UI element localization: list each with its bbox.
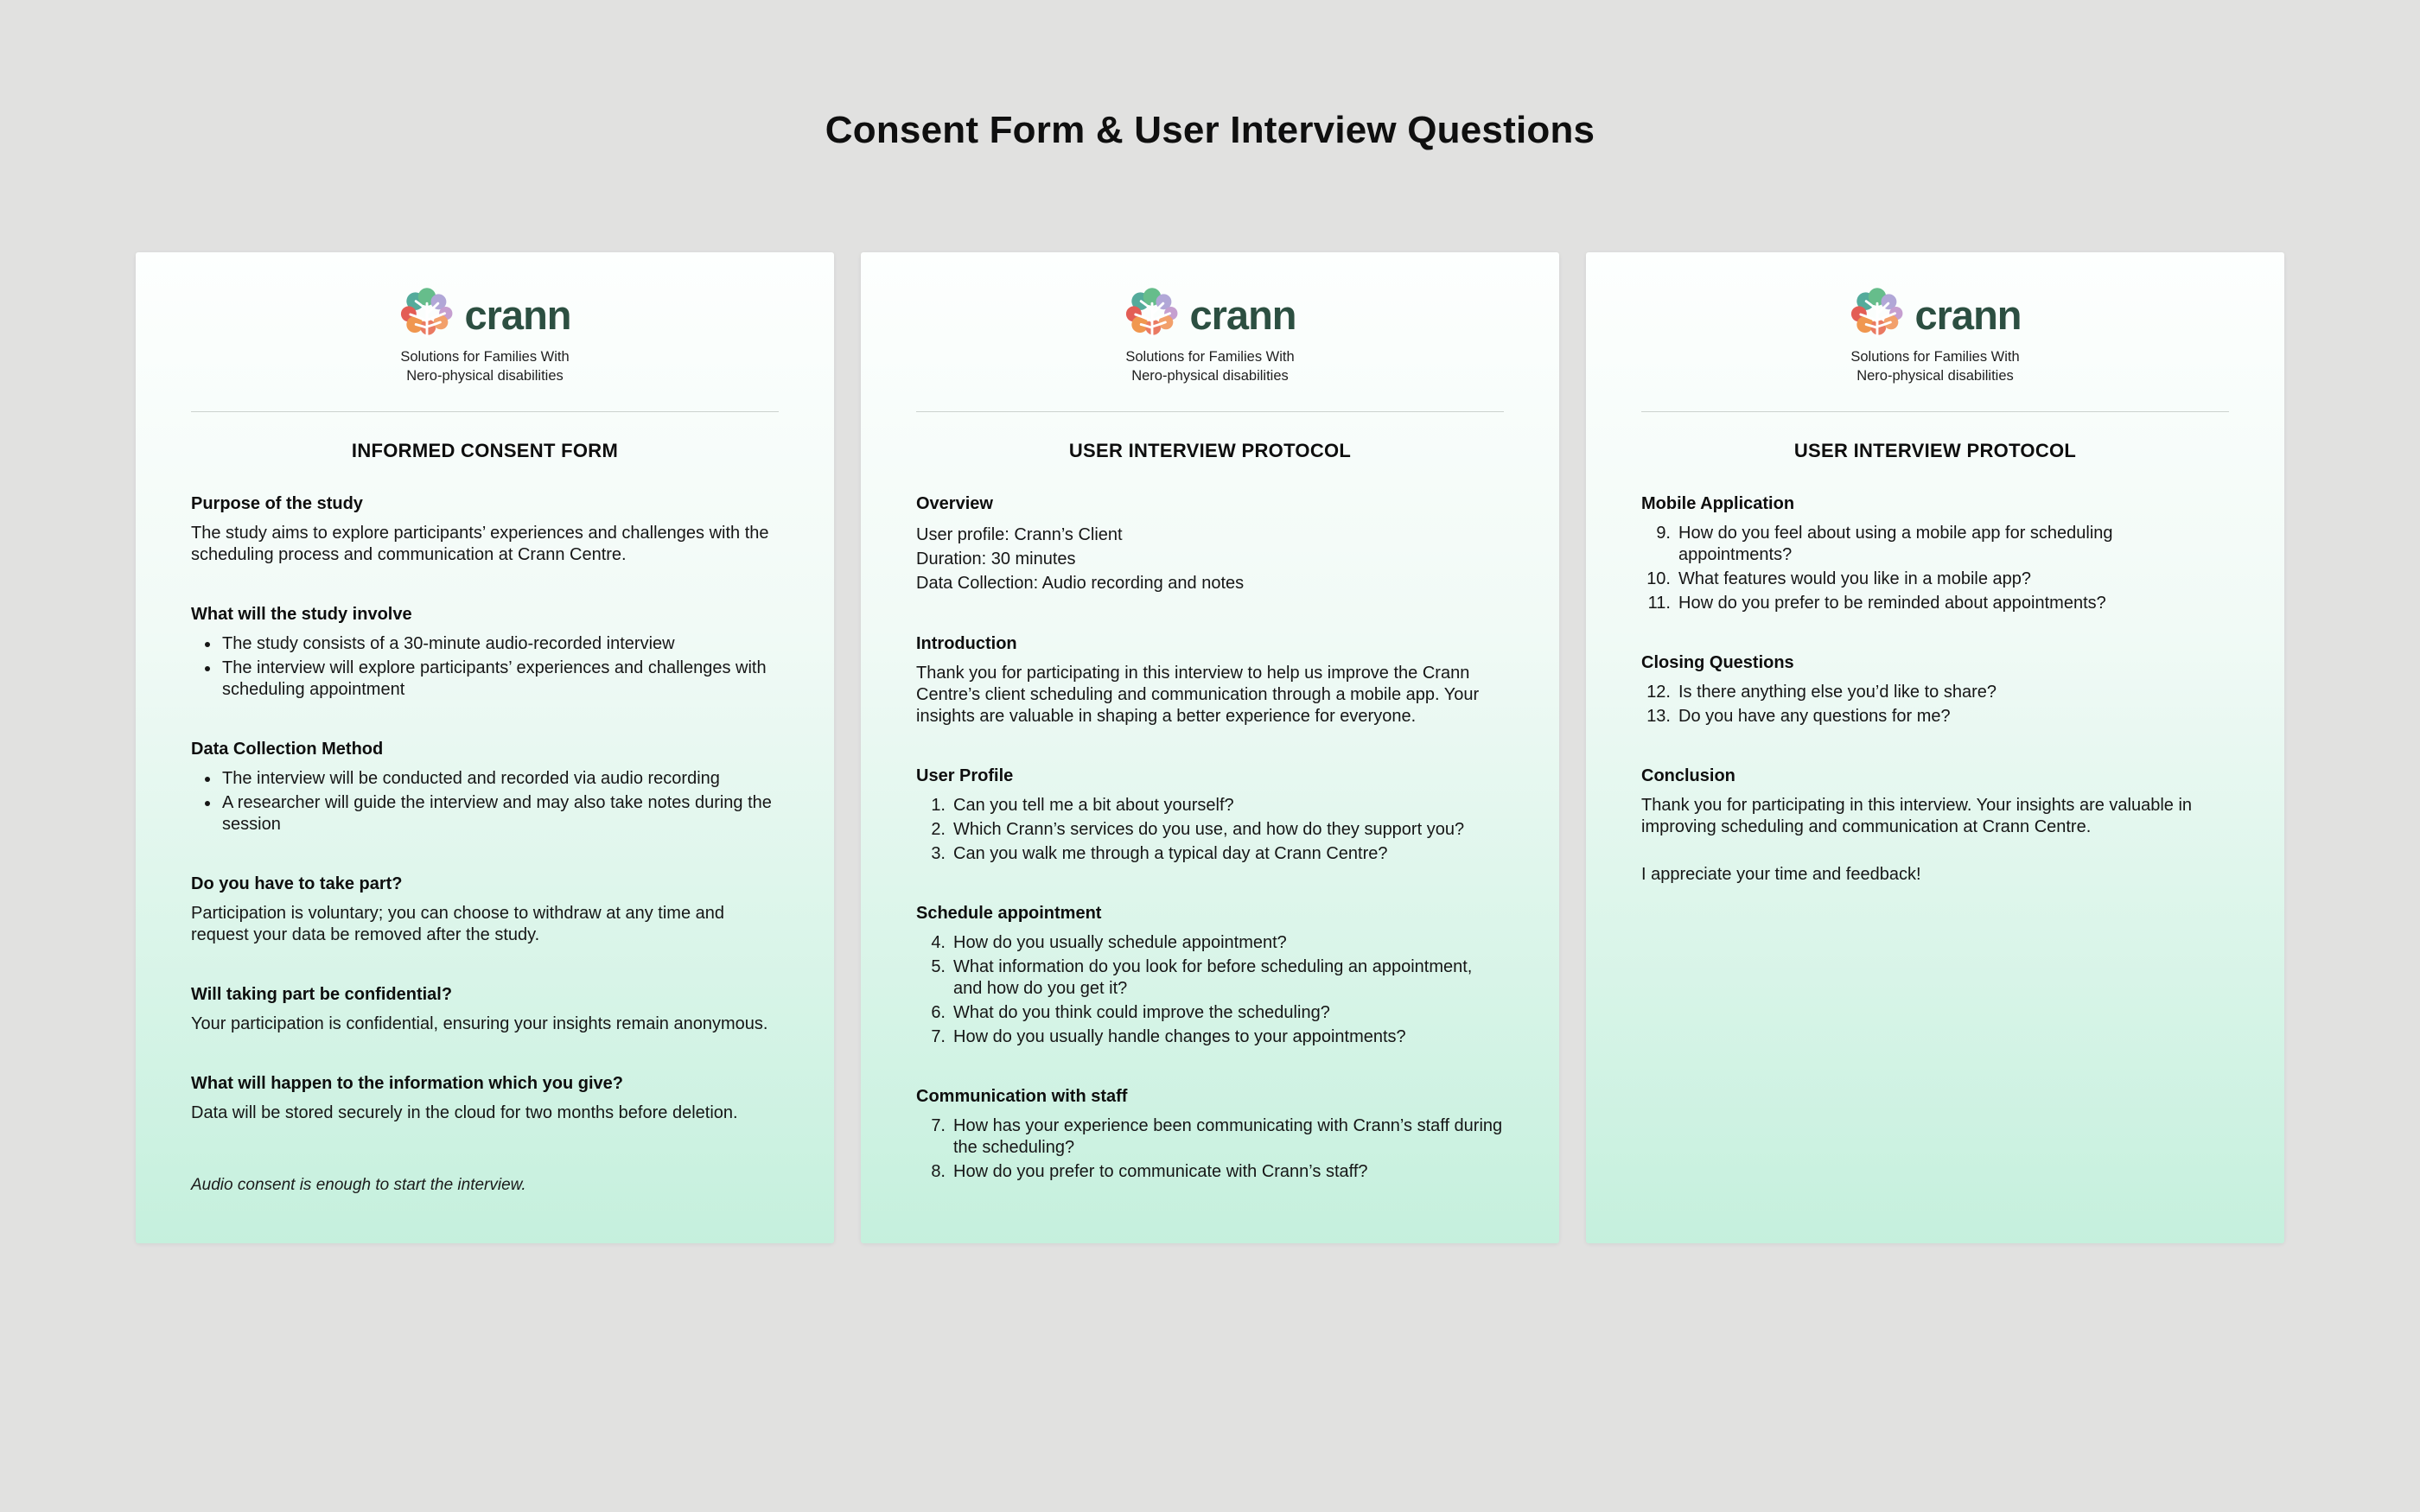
section bbox=[191, 984, 779, 1035]
section bbox=[916, 633, 1504, 727]
list-item: • The interview will be conducted and recorded via audio recording bbox=[220, 768, 779, 790]
logo-tagline-line2: Nero-physical disabilities bbox=[406, 368, 564, 384]
numbered-item bbox=[916, 1115, 1504, 1159]
card-body bbox=[191, 493, 779, 1196]
item-text: Which Crann’s services do you use, and how do they support you? bbox=[953, 820, 1465, 839]
numbered-list bbox=[1641, 682, 2229, 727]
logo-row bbox=[916, 287, 1504, 342]
section bbox=[916, 903, 1504, 1048]
item-text: Is there anything else you’d like to share? bbox=[1678, 683, 1996, 702]
numbered-list bbox=[916, 932, 1504, 1048]
list-item: • The study consists of a 30-minute audio-recorded interview bbox=[220, 633, 779, 655]
crann-wordmark: crann bbox=[1914, 291, 2022, 338]
section bbox=[916, 766, 1504, 865]
crann-brain-tree-icon bbox=[1850, 287, 1905, 342]
item-number: 8. bbox=[931, 1162, 946, 1181]
info-line: User profile: Crann’s Client bbox=[916, 525, 1123, 544]
section-paragraph: Participation is voluntary; you can choose to withdraw at any time and request your data be removed after the study. bbox=[191, 904, 724, 944]
card-heading: USER INTERVIEW PROTOCOL bbox=[1068, 440, 1352, 461]
numbered-item bbox=[1641, 682, 2229, 703]
section-paragraph: Data will be stored securely in the cloud for two months before deletion. bbox=[191, 1103, 738, 1122]
section bbox=[1641, 766, 2229, 886]
item-number: 7. bbox=[931, 1116, 946, 1135]
crann-brain-tree-icon bbox=[399, 287, 455, 342]
logo-tagline bbox=[1641, 347, 2229, 385]
crann-brain-tree-icon bbox=[1124, 287, 1180, 342]
document-card bbox=[136, 252, 834, 1243]
item-text: Can you tell me a bit about yourself? bbox=[953, 796, 1234, 815]
page-title: Consent Form & User Interview Questions bbox=[825, 109, 1595, 151]
list-item: • The interview will explore participants’ experiences and challenges with scheduling appointment bbox=[220, 658, 779, 701]
numbered-item bbox=[916, 843, 1504, 865]
numbered-item bbox=[916, 819, 1504, 841]
section bbox=[191, 1073, 779, 1124]
section bbox=[191, 1174, 779, 1196]
item-text: How do you prefer to be reminded about appointments? bbox=[1678, 594, 2106, 613]
item-number: 2. bbox=[931, 820, 946, 839]
section-paragraph: Your participation is confidential, ensuring your insights remain anonymous. bbox=[191, 1014, 768, 1033]
item-text: What information do you look for before scheduling an appointment, and how do you get it? bbox=[953, 957, 1473, 998]
divider bbox=[916, 411, 1504, 412]
numbered-item bbox=[916, 1161, 1504, 1183]
section-title: Purpose of the study bbox=[191, 494, 363, 513]
item-number: 6. bbox=[931, 1003, 946, 1022]
logo-tagline-line2: Nero-physical disabilities bbox=[1856, 368, 2014, 384]
numbered-item bbox=[916, 956, 1504, 1000]
logo-row bbox=[191, 287, 779, 342]
item-number: 13. bbox=[1646, 707, 1671, 726]
card-body bbox=[916, 493, 1504, 1183]
section-paragraph: I appreciate your time and feedback! bbox=[1641, 865, 1921, 884]
section-title: Do you have to take part? bbox=[191, 874, 403, 893]
divider bbox=[1641, 411, 2229, 412]
item-number: 12. bbox=[1646, 683, 1671, 702]
logo-row bbox=[1641, 287, 2229, 342]
logo-tagline-line2: Nero-physical disabilities bbox=[1131, 368, 1289, 384]
logo bbox=[1641, 287, 2229, 385]
section bbox=[191, 604, 779, 701]
section-title: Communication with staff bbox=[916, 1087, 1128, 1106]
item-text: Do you have any questions for me? bbox=[1678, 707, 1951, 726]
numbered-item bbox=[916, 932, 1504, 954]
section bbox=[191, 874, 779, 946]
crann-wordmark: crann bbox=[464, 291, 571, 338]
cards-container bbox=[0, 252, 2420, 1243]
info-line: Duration: 30 minutes bbox=[916, 550, 1076, 569]
logo-tagline bbox=[191, 347, 779, 385]
logo bbox=[916, 287, 1504, 385]
logo-tagline-line1: Solutions for Families With bbox=[400, 349, 570, 365]
bullet-list bbox=[191, 633, 779, 701]
item-number: 10. bbox=[1646, 569, 1671, 588]
logo-tagline-line1: Solutions for Families With bbox=[1850, 349, 2020, 365]
logo bbox=[191, 287, 779, 385]
item-number: 5. bbox=[931, 957, 946, 976]
section-title: Closing Questions bbox=[1641, 653, 1794, 672]
item-number: 7. bbox=[931, 1027, 946, 1046]
document-card bbox=[861, 252, 1559, 1243]
logo-tagline bbox=[916, 347, 1504, 385]
section-title: What will happen to the information which you give? bbox=[191, 1074, 623, 1093]
info-line: Data Collection: Audio recording and notes bbox=[916, 574, 1245, 593]
consent-note: Audio consent is enough to start the interview. bbox=[191, 1176, 526, 1194]
numbered-list bbox=[1641, 523, 2229, 614]
section-title: What will the study involve bbox=[191, 605, 412, 624]
card-body bbox=[1641, 493, 2229, 886]
section bbox=[191, 493, 779, 566]
section bbox=[916, 493, 1504, 595]
item-text: What do you think could improve the scheduling? bbox=[953, 1003, 1330, 1022]
numbered-item bbox=[1641, 706, 2229, 727]
section bbox=[916, 1086, 1504, 1183]
numbered-item bbox=[916, 1026, 1504, 1048]
section-title: Conclusion bbox=[1641, 766, 1735, 785]
item-text: Can you walk me through a typical day at Crann Centre? bbox=[953, 844, 1388, 863]
numbered-item bbox=[1641, 593, 2229, 614]
item-text: How has your experience been communicating with Crann’s staff during the scheduling? bbox=[953, 1116, 1503, 1157]
section-title: Data Collection Method bbox=[191, 740, 384, 759]
numbered-item bbox=[916, 795, 1504, 816]
list-item: • A researcher will guide the interview and may also take notes during the session bbox=[220, 792, 779, 835]
item-text: How do you usually handle changes to your appointments? bbox=[953, 1027, 1406, 1046]
section-paragraph: Thank you for participating in this interview to help us improve the Crann Centre’s client scheduling and communication through a mobile app. Your insights are valuable in shaping a better experience for everyone. bbox=[916, 664, 1480, 726]
item-number: 4. bbox=[931, 933, 946, 952]
item-number: 11. bbox=[1647, 594, 1671, 613]
document-card bbox=[1586, 252, 2284, 1243]
card-heading: USER INTERVIEW PROTOCOL bbox=[1793, 440, 2077, 461]
item-text: What features would you like in a mobile app? bbox=[1678, 569, 2032, 588]
item-text: How do you prefer to communicate with Crann’s staff? bbox=[953, 1162, 1368, 1181]
section-title: Overview bbox=[916, 494, 993, 513]
item-number: 1. bbox=[931, 796, 946, 815]
numbered-item bbox=[1641, 523, 2229, 566]
divider bbox=[191, 411, 779, 412]
card-heading: INFORMED CONSENT FORM bbox=[351, 440, 619, 461]
section-title: Schedule appointment bbox=[916, 904, 1102, 923]
item-number: 3. bbox=[931, 844, 946, 863]
crann-wordmark: crann bbox=[1189, 291, 1296, 338]
section-title: Mobile Application bbox=[1641, 494, 1795, 513]
section-title: Will taking part be confidential? bbox=[191, 985, 453, 1004]
section-paragraph: Thank you for participating in this interview. Your insights are valuable in improving scheduling and communication at Crann Centre. bbox=[1641, 796, 2193, 836]
bullet-list bbox=[191, 768, 779, 835]
section bbox=[1641, 652, 2229, 727]
item-text: How do you usually schedule appointment? bbox=[953, 933, 1287, 952]
item-number: 9. bbox=[1656, 524, 1671, 543]
numbered-list bbox=[916, 1115, 1504, 1183]
numbered-item bbox=[1641, 569, 2229, 590]
numbered-list bbox=[916, 795, 1504, 865]
section bbox=[191, 739, 779, 835]
item-text: How do you feel about using a mobile app for scheduling appointments? bbox=[1678, 524, 2113, 564]
section-title: User Profile bbox=[916, 766, 1014, 785]
section-paragraph: The study aims to explore participants’ experiences and challenges with the scheduling process and communication at Crann Centre. bbox=[191, 524, 769, 564]
section bbox=[1641, 493, 2229, 614]
logo-tagline-line1: Solutions for Families With bbox=[1125, 349, 1295, 365]
section-title: Introduction bbox=[916, 634, 1017, 653]
numbered-item bbox=[916, 1002, 1504, 1024]
